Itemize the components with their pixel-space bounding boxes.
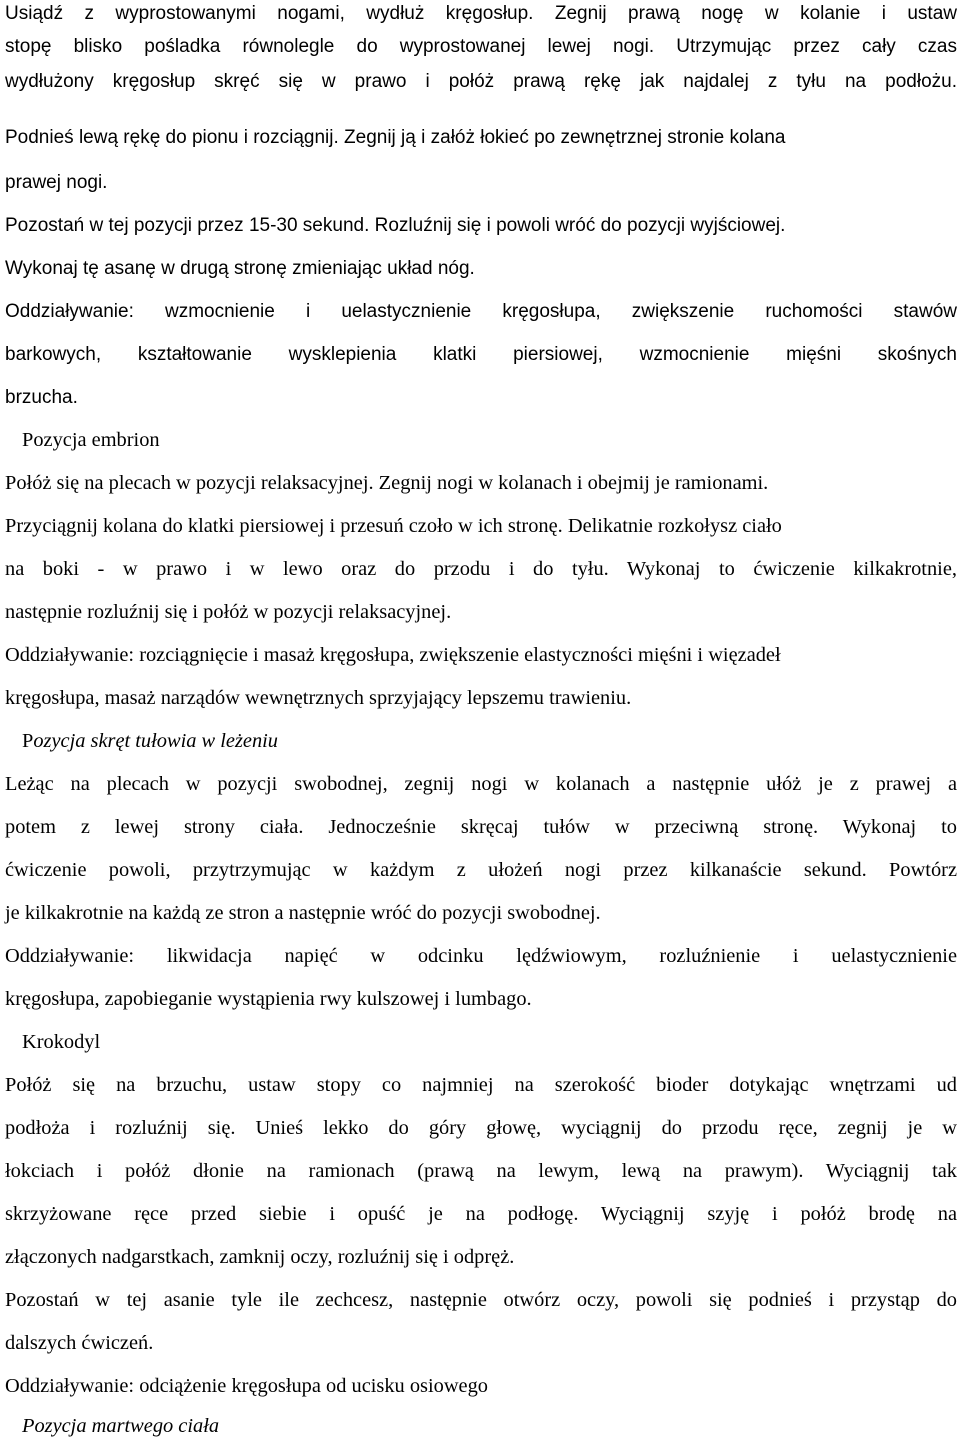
body-line: Połóż się na brzuchu, ustaw stopy co najmniej na szerokość bioder dotykając wnętrzami ud: [5, 1074, 957, 1096]
body-line: potem z lewej strony ciała. Jednocześnie skręcaj tułów w przeciwną stronę. Wykonaj to: [5, 816, 957, 838]
body-line: Połóż się na plecach w pozycji relaksacyjnej. Zegnij nogi w kolanach i obejmij je ramionami.: [5, 472, 769, 494]
effect-line: Oddziaływanie: odciążenie kręgosłupa od ucisku osiowego: [5, 1375, 489, 1397]
body-line: Usiądź z wyprostowanymi nogami, wydłuż kręgosłup. Zegnij prawą nogę w kolanie i ustaw: [5, 3, 957, 24]
body-line: stopę blisko pośladka równolegle do wyprostowanej lewej nogi. Utrzymując przez cały czas: [5, 36, 957, 57]
effect-line: Oddziaływanie: rozciągnięcie i masaż kręgosłupa, zwiększenie elastyczności mięśni i więzadeł: [5, 644, 781, 666]
body-line: je kilkakrotnie na każdą ze stron a następnie wróć do pozycji swobodnej.: [5, 902, 601, 924]
body-line: łokciach i połóż dłonie na ramionach (prawą na lewym, lewą na prawym). Wyciągnij tak: [5, 1160, 957, 1182]
effect-line: Oddziaływanie: wzmocnienie i uelastycznienie kręgosłupa, zwiększenie ruchomości stawów: [5, 301, 957, 322]
body-line: następnie rozluźnij się i połóż w pozycji relaksacyjnej.: [5, 601, 452, 623]
body-line: złączonych nadgarstkach, zamknij oczy, rozluźnij się i odpręż.: [5, 1246, 515, 1268]
body-line: na boki - w prawo i w lewo oraz do przodu i do tyłu. Wykonaj to ćwiczenie kilkakrotnie,: [5, 558, 957, 580]
effect-line: brzucha.: [5, 387, 78, 408]
section-heading: [22, 727, 960, 755]
body-line: podłoża i rozluźnij się. Unieś lekko do góry głowę, wyciągnij do przodu ręce, zegnij je w: [5, 1117, 957, 1139]
body-line: Przyciągnij kolana do klatki piersiowej i przesuń czoło w ich stronę. Delikatnie rozkołysz ciało: [5, 515, 782, 537]
body-line: Leżąc na plecach w pozycji swobodnej, zegnij nogi w kolanach a następnie ułóż je z prawej a: [5, 773, 957, 795]
section-heading: Pozycja martwego ciała: [22, 1415, 220, 1437]
heading-rest: ozycja skręt tułowia w leżeniu: [33, 730, 279, 752]
body-line: wydłużony kręgosłup skręć się w prawo i połóż prawą rękę jak najdalej z tyłu na podłożu.: [5, 71, 957, 92]
section-heading: Krokodyl: [22, 1031, 101, 1053]
heading-initial: P: [22, 730, 34, 752]
body-line: dalszych ćwiczeń.: [5, 1332, 154, 1354]
body-line: skrzyżowane ręce przed siebie i opuść je na podłogę. Wyciągnij szyję i połóż brodę na: [5, 1203, 957, 1225]
body-line: Wykonaj tę asanę w drugą stronę zmieniając układ nóg.: [5, 258, 475, 279]
effect-line: kręgosłupa, masaż narządów wewnętrznych sprzyjający lepszemu trawieniu.: [5, 687, 632, 709]
body-line: prawej nogi.: [5, 172, 108, 193]
effect-line: kręgosłupa, zapobieganie wystąpienia rwy kulszowej i lumbago.: [5, 988, 532, 1010]
body-line: Pozostań w tej asanie tyle ile zechcesz, następnie otwórz oczy, powoli się podnieś i przystąp do: [5, 1289, 957, 1311]
body-line: Podnieś lewą rękę do pionu i rozciągnij. Zegnij ją i załóż łokieć po zewnętrznej stronie kolana: [5, 127, 786, 148]
section-heading: Pozycja embrion: [22, 429, 160, 451]
body-line: ćwiczenie powoli, przytrzymując w każdym z ułożeń nogi przez kilkanaście sekund. Powtórz: [5, 859, 957, 881]
body-line: Pozostań w tej pozycji przez 15-30 sekund. Rozluźnij się i powoli wróć do pozycji wyjściowej.: [5, 215, 786, 236]
effect-line: Oddziaływanie: likwidacja napięć w odcinku lędźwiowym, rozluźnienie i uelastycznienie: [5, 945, 957, 967]
effect-line: barkowych, kształtowanie wysklepienia klatki piersiowej, wzmocnienie mięśni skośnych: [5, 344, 957, 365]
